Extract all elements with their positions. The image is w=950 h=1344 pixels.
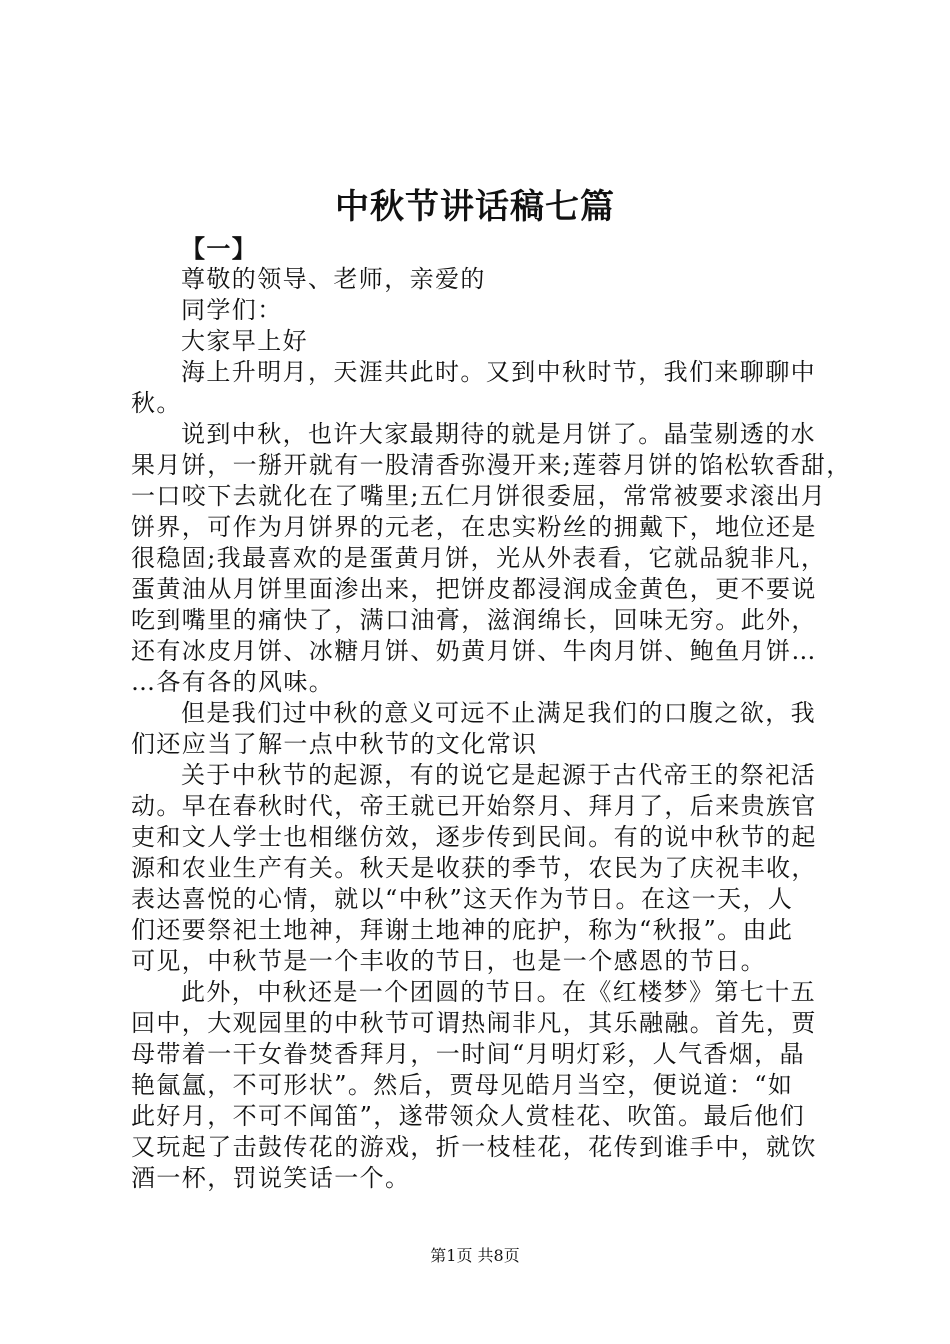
salutation-line: 同学们： <box>181 296 283 324</box>
paragraph-line: 又玩起了击鼓传花的游戏，折一枝桂花，花传到谁手中，就饮 <box>131 1133 817 1161</box>
paragraph-line: 蛋黄油从月饼里面渗出来，把饼皮都浸润成金黄色，更不要说 <box>131 575 817 603</box>
paragraph-line: …各有各的风味。 <box>131 668 335 696</box>
document-body <box>131 233 852 1194</box>
paragraph-line: 们还要祭祀土地神，拜谢土地神的庇护，称为“秋报”。由此 <box>131 916 794 944</box>
salutation-line: 尊敬的领导、老师，亲爱的 <box>181 265 486 293</box>
paragraph-line: 海上升明月，天涯共此时。又到中秋时节，我们来聊聊中 <box>181 358 816 386</box>
paragraph-line: 吏和文人学士也相继仿效，逐步传到民间。有的说中秋节的起 <box>131 823 817 851</box>
paragraph-line: 饼界，可作为月饼界的元老，在忠实粉丝的拥戴下，地位还是 <box>131 513 817 541</box>
paragraph-line: 源和农业生产有关。秋天是收获的季节，农民为了庆祝丰收， <box>131 854 817 882</box>
paragraph-line: 吃到嘴里的痛快了，满口油膏，滋润绵长，回味无穷。此外， <box>131 606 817 634</box>
paragraph-line: 此好月，不可不闻笛”，遂带领众人赏桂花、吹笛。最后他们 <box>131 1102 806 1130</box>
greeting-line: 大家早上好 <box>181 327 308 355</box>
document-title: 中秋节讲话稿七篇 <box>335 187 615 227</box>
paragraph-line: 但是我们过中秋的意义可远不止满足我们的口腹之欲，我 <box>181 699 816 727</box>
paragraph-line: 们还应当了解一点中秋节的文化常识 <box>131 730 538 758</box>
paragraph-line: 果月饼，一掰开就有一股清香弥漫开来;莲蓉月饼的馅松软香甜， <box>131 451 852 479</box>
paragraph-line: 一口咬下去就化在了嘴里;五仁月饼很委屈，常常被要求滚出月 <box>131 482 827 510</box>
paragraph-line: 关于中秋节的起源，有的说它是起源于古代帝王的祭祀活 <box>181 761 816 789</box>
paragraph-line: 酒一杯，罚说笑话一个。 <box>131 1164 411 1192</box>
paragraph-line: 表达喜悦的心情，就以“中秋”这天作为节日。在这一天，人 <box>131 885 794 913</box>
paragraph-line: 艳氤氲，不可形状”。然后，贾母见皓月当空，便说道：“如 <box>131 1071 794 1099</box>
paragraph-line: 动。早在春秋时代，帝王就已开始祭月、拜月了，后来贵族官 <box>131 792 817 820</box>
paragraph-line: 很稳固;我最喜欢的是蛋黄月饼，光从外表看，它就品貌非凡， <box>131 544 827 572</box>
paragraph-line: 此外，中秋还是一个团圆的节日。在《红楼梦》第七十五 <box>181 978 816 1006</box>
paragraph-line: 秋。 <box>131 389 182 417</box>
paragraph-line: 说到中秋，也许大家最期待的就是月饼了。晶莹剔透的水 <box>181 420 816 448</box>
paragraph-line: 可见，中秋节是一个丰收的节日，也是一个感恩的节日。 <box>131 947 766 975</box>
page-number-footer: 第1页 共8页 <box>430 1246 520 1265</box>
paragraph-line: 母带着一干女眷焚香拜月，一时间“月明灯彩，人气香烟，晶 <box>131 1040 806 1068</box>
paragraph-line: 回中，大观园里的中秋节可谓热闹非凡，其乐融融。首先，贾 <box>131 1009 817 1037</box>
paragraph-line: 还有冰皮月饼、冰糖月饼、奶黄月饼、牛肉月饼、鲍鱼月饼… <box>131 637 817 665</box>
section-heading: 【一】 <box>181 234 258 263</box>
